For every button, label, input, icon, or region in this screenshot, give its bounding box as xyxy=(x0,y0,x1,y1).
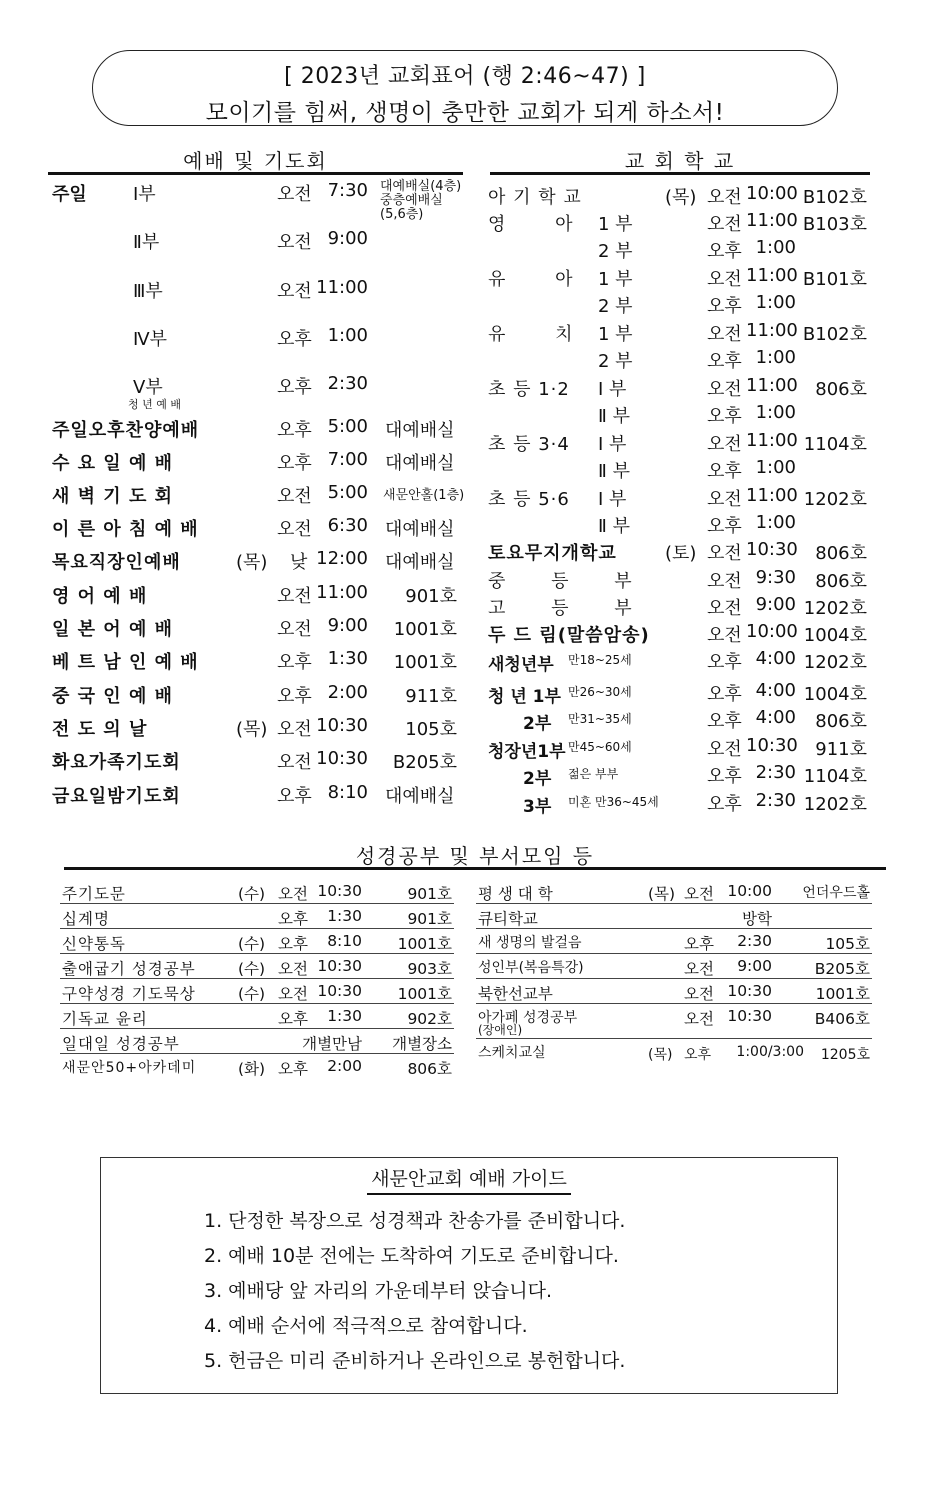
worship-name: 수 요 일 예 배 xyxy=(52,453,174,474)
study-room: 901호 xyxy=(407,910,452,928)
service-time: 1:00 xyxy=(327,325,368,346)
worship-ampm: 오후 xyxy=(277,686,312,707)
service-note: 청 년 예 배 xyxy=(128,398,181,411)
school-part: Ⅱ 부 xyxy=(598,516,630,537)
worship-guide-box xyxy=(100,1157,838,1394)
study-day: (화) xyxy=(238,1060,266,1078)
school-ampm: 오후 xyxy=(707,296,742,317)
study-time: 1:30 xyxy=(327,1007,362,1025)
school-name: 중 등 부 xyxy=(488,571,652,592)
youth-age: 젊은 부부 xyxy=(568,767,619,781)
guide-item: 3. 예배당 앞 자리의 가운데부터 앉습니다. xyxy=(204,1280,553,1302)
guide-item: 1. 단정한 복장으로 성경책과 찬송가를 준비합니다. xyxy=(204,1210,626,1232)
worship-time: 10:30 xyxy=(316,715,368,736)
worship-time: 5:00 xyxy=(327,416,368,437)
worship-ampm: 오후 xyxy=(277,453,312,474)
school-name: 영 아 xyxy=(488,214,595,235)
youth-ampm: 오후 xyxy=(707,766,742,787)
sunday-label: 주일 xyxy=(52,184,87,205)
study-time: 1:00/3:00 xyxy=(736,1044,804,1060)
school-part: Ⅱ 부 xyxy=(598,406,630,427)
worship-name: 일 본 어 예 배 xyxy=(52,619,174,640)
worship-ampm: 오후 xyxy=(277,420,312,441)
school-part: Ⅰ 부 xyxy=(598,489,627,510)
school-ampm: 오후 xyxy=(707,241,742,262)
worship-place: 대예배실 xyxy=(385,453,455,474)
worship-time: 10:30 xyxy=(316,748,368,769)
study-name: 아가페 성경공부 xyxy=(478,1010,578,1026)
study-name: 스케치교실 xyxy=(478,1045,546,1061)
study-row xyxy=(476,1039,872,1067)
study-room: 901호 xyxy=(407,885,452,903)
school-time: 1:00 xyxy=(755,512,796,533)
youth-time: 2:30 xyxy=(755,790,796,811)
study-row xyxy=(476,954,872,979)
study-row xyxy=(476,904,872,929)
school-ampm: 오전 xyxy=(707,598,742,619)
school-part: Ⅰ 부 xyxy=(598,379,627,400)
service-part: Ⅲ부 xyxy=(133,281,163,302)
service-ampm: 오전 xyxy=(277,184,312,205)
school-name: 초 등 3·4 xyxy=(488,434,570,455)
youth-name: 2부 xyxy=(523,714,552,734)
school-room: 1202호 xyxy=(803,598,867,619)
study-row xyxy=(60,1054,454,1079)
worship-place: B205호 xyxy=(392,752,457,773)
study-name: 새 생명의 발걸음 xyxy=(478,935,582,951)
guide-item: 2. 예배 10분 전에는 도착하여 기도로 준비합니다. xyxy=(204,1245,619,1267)
school-name: 초 등 5·6 xyxy=(488,489,570,510)
school-time: 9:30 xyxy=(755,567,796,588)
study-ampm: 오전 xyxy=(684,960,714,978)
study-row xyxy=(60,1029,454,1054)
study-heading: 성경공부 및 부서모임 등 xyxy=(64,840,886,870)
school-heading: 교 회 학 교 xyxy=(490,145,870,175)
worship-name: 전 도 의 날 xyxy=(52,719,148,740)
worship-name: 주일오후찬양예배 xyxy=(52,420,200,441)
worship-name: 새 벽 기 도 회 xyxy=(52,486,174,507)
study-ampm: 오후 xyxy=(278,1010,308,1028)
school-room: 1004호 xyxy=(803,625,867,646)
guide-item: 4. 예배 순서에 적극적으로 참여합니다. xyxy=(204,1315,528,1337)
study-name: 십계명 xyxy=(62,910,110,928)
school-day: (토) xyxy=(665,543,697,564)
school-ampm: 오전 xyxy=(707,269,742,290)
school-room: B102호 xyxy=(802,324,867,345)
study-name: 새문안50+아카데미 xyxy=(62,1060,197,1076)
study-room: 806호 xyxy=(407,1060,452,1078)
youth-ampm: 오후 xyxy=(707,652,742,673)
study-time: 방학 xyxy=(742,910,772,928)
study-time: 10:30 xyxy=(727,982,772,1000)
service-ampm: 오후 xyxy=(277,377,312,398)
youth-ampm: 오전 xyxy=(707,739,742,760)
study-table-right xyxy=(476,879,872,1079)
youth-room: 1104호 xyxy=(803,766,867,787)
study-row xyxy=(476,1004,872,1039)
worship-ampm: 오전 xyxy=(277,752,312,773)
worship-time: 8:10 xyxy=(327,782,368,803)
worship-place: 1001호 xyxy=(393,619,457,640)
worship-ampm: 오후 xyxy=(277,786,312,807)
school-room: B102호 xyxy=(802,187,867,208)
worship-heading: 예배 및 기도회 xyxy=(48,145,463,175)
study-time: 1:30 xyxy=(327,907,362,925)
service-ampm: 오전 xyxy=(277,232,312,253)
school-part: 2 부 xyxy=(598,296,633,317)
school-time: 11:00 xyxy=(746,210,798,231)
school-part: 1 부 xyxy=(598,324,633,345)
service-part: Ⅰ부 xyxy=(133,184,156,205)
worship-ampm: 오전 xyxy=(277,519,312,540)
worship-time: 11:00 xyxy=(316,582,368,603)
school-time: 1:00 xyxy=(755,347,796,368)
youth-age: 만31~35세 xyxy=(568,712,632,726)
school-name: 아 기 학 교 xyxy=(488,187,582,208)
school-ampm: 오후 xyxy=(707,516,742,537)
school-ampm: 오전 xyxy=(707,214,742,235)
school-part: Ⅰ 부 xyxy=(598,434,627,455)
study-room: 105호 xyxy=(825,935,870,953)
study-time: 10:30 xyxy=(317,882,362,900)
youth-time: 4:00 xyxy=(755,707,796,728)
youth-room: 1202호 xyxy=(803,652,867,673)
youth-age: 만18~25세 xyxy=(568,653,632,667)
worship-day: (목) xyxy=(236,552,268,573)
school-ampm: 오전 xyxy=(707,489,742,510)
school-time: 9:00 xyxy=(755,594,796,615)
study-row xyxy=(60,904,454,929)
study-row xyxy=(60,954,454,979)
worship-place: 911호 xyxy=(405,686,457,707)
school-part: 2 부 xyxy=(598,241,633,262)
study-time: 8:10 xyxy=(327,932,362,950)
worship-name: 중 국 인 예 배 xyxy=(52,686,174,707)
school-part: 2 부 xyxy=(598,351,633,372)
study-name: 평 생 대 학 xyxy=(478,885,553,903)
motto-banner xyxy=(92,50,838,126)
worship-place: 대예배실 xyxy=(385,519,455,540)
school-ampm: 오후 xyxy=(707,351,742,372)
study-ampm: 오전 xyxy=(278,985,308,1003)
worship-place: 대예배실 xyxy=(385,552,455,573)
school-name: 토요무지개학교 xyxy=(488,543,617,564)
school-ampm: 오전 xyxy=(707,625,742,646)
study-ampm: 오전 xyxy=(278,885,308,903)
study-day: (수) xyxy=(238,960,266,978)
study-room: 1001호 xyxy=(815,985,870,1003)
worship-place: 1001호 xyxy=(393,652,457,673)
study-row xyxy=(60,879,454,904)
study-name: 구약성경 기도묵상 xyxy=(62,985,196,1003)
study-ampm: 오전 xyxy=(278,960,308,978)
study-room: 언더우드홀 xyxy=(802,885,870,901)
study-name: 기독교 윤리 xyxy=(62,1010,148,1028)
service-part: Ⅱ부 xyxy=(133,232,160,253)
worship-ampm: 오전 xyxy=(277,619,312,640)
school-room: 1202호 xyxy=(803,489,867,510)
worship-place: 901호 xyxy=(405,586,457,607)
study-time: 9:00 xyxy=(737,957,772,975)
school-name: 고 등 부 xyxy=(488,598,652,619)
study-ampm: 오후 xyxy=(278,1060,308,1078)
school-time: 11:00 xyxy=(746,375,798,396)
service-ampm: 오전 xyxy=(277,281,312,302)
worship-time: 5:00 xyxy=(327,482,368,503)
school-day: (목) xyxy=(665,187,697,208)
youth-time: 4:00 xyxy=(755,680,796,701)
youth-time: 2:30 xyxy=(755,762,796,783)
study-day: (목) xyxy=(648,1047,673,1063)
school-part: Ⅱ 부 xyxy=(598,461,630,482)
worship-time: 2:00 xyxy=(327,682,368,703)
youth-age: 만26~30세 xyxy=(568,685,632,699)
worship-ampm: 오전 xyxy=(277,586,312,607)
worship-place: 대예배실 xyxy=(385,786,455,807)
service-time: 2:30 xyxy=(327,373,368,394)
school-room: 806호 xyxy=(815,571,867,592)
youth-room: 1202호 xyxy=(803,794,867,815)
study-sub: (장애인) xyxy=(478,1023,523,1037)
school-ampm: 오전 xyxy=(707,379,742,400)
school-ampm: 오전 xyxy=(707,187,742,208)
worship-place: 105호 xyxy=(405,719,457,740)
youth-age: 미혼 만36~45세 xyxy=(568,795,659,809)
school-room: 806호 xyxy=(815,379,867,400)
school-time: 10:30 xyxy=(746,539,798,560)
motto-line-2: 모이기를 힘써, 생명이 충만한 교회가 되게 하소서! xyxy=(205,100,725,126)
study-room: 1205호 xyxy=(820,1047,870,1063)
school-name: 유 치 xyxy=(488,324,595,345)
youth-time: 4:00 xyxy=(755,648,796,669)
worship-time: 6:30 xyxy=(327,515,368,536)
guide-items xyxy=(204,1206,625,1381)
worship-ampm: 오전 xyxy=(277,486,312,507)
guide-item: 5. 헌금은 미리 준비하거나 온라인으로 봉헌합니다. xyxy=(204,1350,626,1372)
study-ampm: 오전 xyxy=(684,1010,714,1028)
study-room: 1001호 xyxy=(397,985,452,1003)
guide-title: 새문안교회 예배 가이드 xyxy=(101,1164,837,1195)
study-time: 10:30 xyxy=(727,1007,772,1025)
school-ampm: 오후 xyxy=(707,461,742,482)
study-name: 일대일 성경공부 xyxy=(62,1035,180,1053)
study-name: 성인부(복음특강) xyxy=(478,960,584,976)
school-time: 11:00 xyxy=(746,320,798,341)
school-time: 11:00 xyxy=(746,265,798,286)
worship-name: 금요일밤기도회 xyxy=(52,786,181,807)
study-name: 북한선교부 xyxy=(478,985,553,1003)
school-time: 1:00 xyxy=(755,292,796,313)
school-time: 1:00 xyxy=(755,237,796,258)
school-ampm: 오전 xyxy=(707,543,742,564)
school-name: 유 아 xyxy=(488,269,595,290)
school-time: 10:00 xyxy=(746,183,798,204)
service-ampm: 오후 xyxy=(277,329,312,350)
study-time: 2:00 xyxy=(327,1057,362,1075)
worship-time: 12:00 xyxy=(316,548,368,569)
study-table-left xyxy=(60,879,454,1079)
service-time: 11:00 xyxy=(316,277,368,298)
youth-room: 1004호 xyxy=(803,684,867,705)
worship-ampm: 오전 xyxy=(277,719,312,740)
school-name: 두 드 림(말씀암송) xyxy=(488,625,650,646)
study-ampm: 오후 xyxy=(278,910,308,928)
school-time: 11:00 xyxy=(746,430,798,451)
worship-day: (목) xyxy=(236,719,268,740)
school-time: 11:00 xyxy=(746,485,798,506)
study-row xyxy=(476,879,872,904)
school-ampm: 오전 xyxy=(707,324,742,345)
service-time: 7:30 xyxy=(327,180,368,201)
worship-name: 목요직장인예배 xyxy=(52,552,181,573)
study-ampm: 오후 xyxy=(684,1047,712,1063)
worship-time: 7:00 xyxy=(327,449,368,470)
school-time: 1:00 xyxy=(755,402,796,423)
worship-place: 새문안홀(1층) xyxy=(383,488,465,503)
school-time: 1:00 xyxy=(755,457,796,478)
motto-line-1: [ 2023년 교회표어 (행 2:46~47) ] xyxy=(284,64,646,89)
worship-ampm: 낮 xyxy=(290,552,308,573)
school-ampm: 오전 xyxy=(707,571,742,592)
study-room: 902호 xyxy=(407,1010,452,1028)
worship-name: 화요가족기도회 xyxy=(52,752,181,773)
worship-place: 대예배실 xyxy=(385,420,455,441)
worship-time: 9:00 xyxy=(327,615,368,636)
study-room: 903호 xyxy=(407,960,452,978)
study-room: B205호 xyxy=(814,960,870,978)
school-name: 초 등 1·2 xyxy=(488,379,570,400)
study-row xyxy=(60,1004,454,1029)
study-row xyxy=(476,979,872,1004)
service-part: Ⅴ부 xyxy=(133,377,163,398)
study-day: (수) xyxy=(238,935,266,953)
school-part: 1 부 xyxy=(598,269,633,290)
study-name: 주기도문 xyxy=(62,885,126,903)
youth-time: 10:30 xyxy=(746,735,798,756)
youth-name: 청 년 1부 xyxy=(488,687,561,707)
youth-name: 새청년부 xyxy=(488,655,554,675)
sunday-place: 대예배실(4층) 중층예배실 (5,6층) xyxy=(380,179,462,222)
youth-name: 3부 xyxy=(523,797,552,817)
school-room: 1104호 xyxy=(803,434,867,455)
study-time: 10:30 xyxy=(317,982,362,1000)
study-name: 신약통독 xyxy=(62,935,126,953)
youth-age: 만45~60세 xyxy=(568,740,632,754)
study-time: 10:00 xyxy=(727,882,772,900)
worship-name: 이 른 아 침 예 배 xyxy=(52,519,199,540)
study-room: 1001호 xyxy=(397,935,452,953)
youth-room: 911호 xyxy=(815,739,867,760)
study-name: 큐티학교 xyxy=(478,910,538,928)
worship-ampm: 오후 xyxy=(277,652,312,673)
study-row xyxy=(60,979,454,1004)
youth-name: 청장년1부 xyxy=(488,742,566,762)
study-day: (수) xyxy=(238,885,266,903)
study-ampm: 오후 xyxy=(278,935,308,953)
study-time: 2:30 xyxy=(737,932,772,950)
study-time: 개별만남 xyxy=(302,1035,362,1053)
youth-ampm: 오후 xyxy=(707,684,742,705)
worship-time: 1:30 xyxy=(327,648,368,669)
study-row xyxy=(476,929,872,954)
study-ampm: 오전 xyxy=(684,885,714,903)
study-room: B406호 xyxy=(814,1010,870,1028)
study-name: 출애굽기 성경공부 xyxy=(62,960,196,978)
study-ampm: 오후 xyxy=(684,935,714,953)
study-row xyxy=(60,929,454,954)
school-room: B103호 xyxy=(802,214,867,235)
school-time: 10:00 xyxy=(746,621,798,642)
study-time: 10:30 xyxy=(317,957,362,975)
school-room: B101호 xyxy=(802,269,867,290)
service-time: 9:00 xyxy=(327,228,368,249)
service-part: Ⅳ부 xyxy=(133,329,167,350)
worship-name: 베 트 남 인 예 배 xyxy=(52,652,199,673)
school-ampm: 오후 xyxy=(707,406,742,427)
youth-name: 2부 xyxy=(523,769,552,789)
youth-ampm: 오후 xyxy=(707,711,742,732)
worship-name: 영 어 예 배 xyxy=(52,586,148,607)
study-ampm: 오전 xyxy=(684,985,714,1003)
school-room: 806호 xyxy=(815,543,867,564)
study-room: 개별장소 xyxy=(392,1035,452,1053)
youth-ampm: 오후 xyxy=(707,794,742,815)
study-day: (수) xyxy=(238,985,266,1003)
youth-room: 806호 xyxy=(815,711,867,732)
school-part: 1 부 xyxy=(598,214,633,235)
school-ampm: 오전 xyxy=(707,434,742,455)
study-day: (목) xyxy=(648,885,676,903)
